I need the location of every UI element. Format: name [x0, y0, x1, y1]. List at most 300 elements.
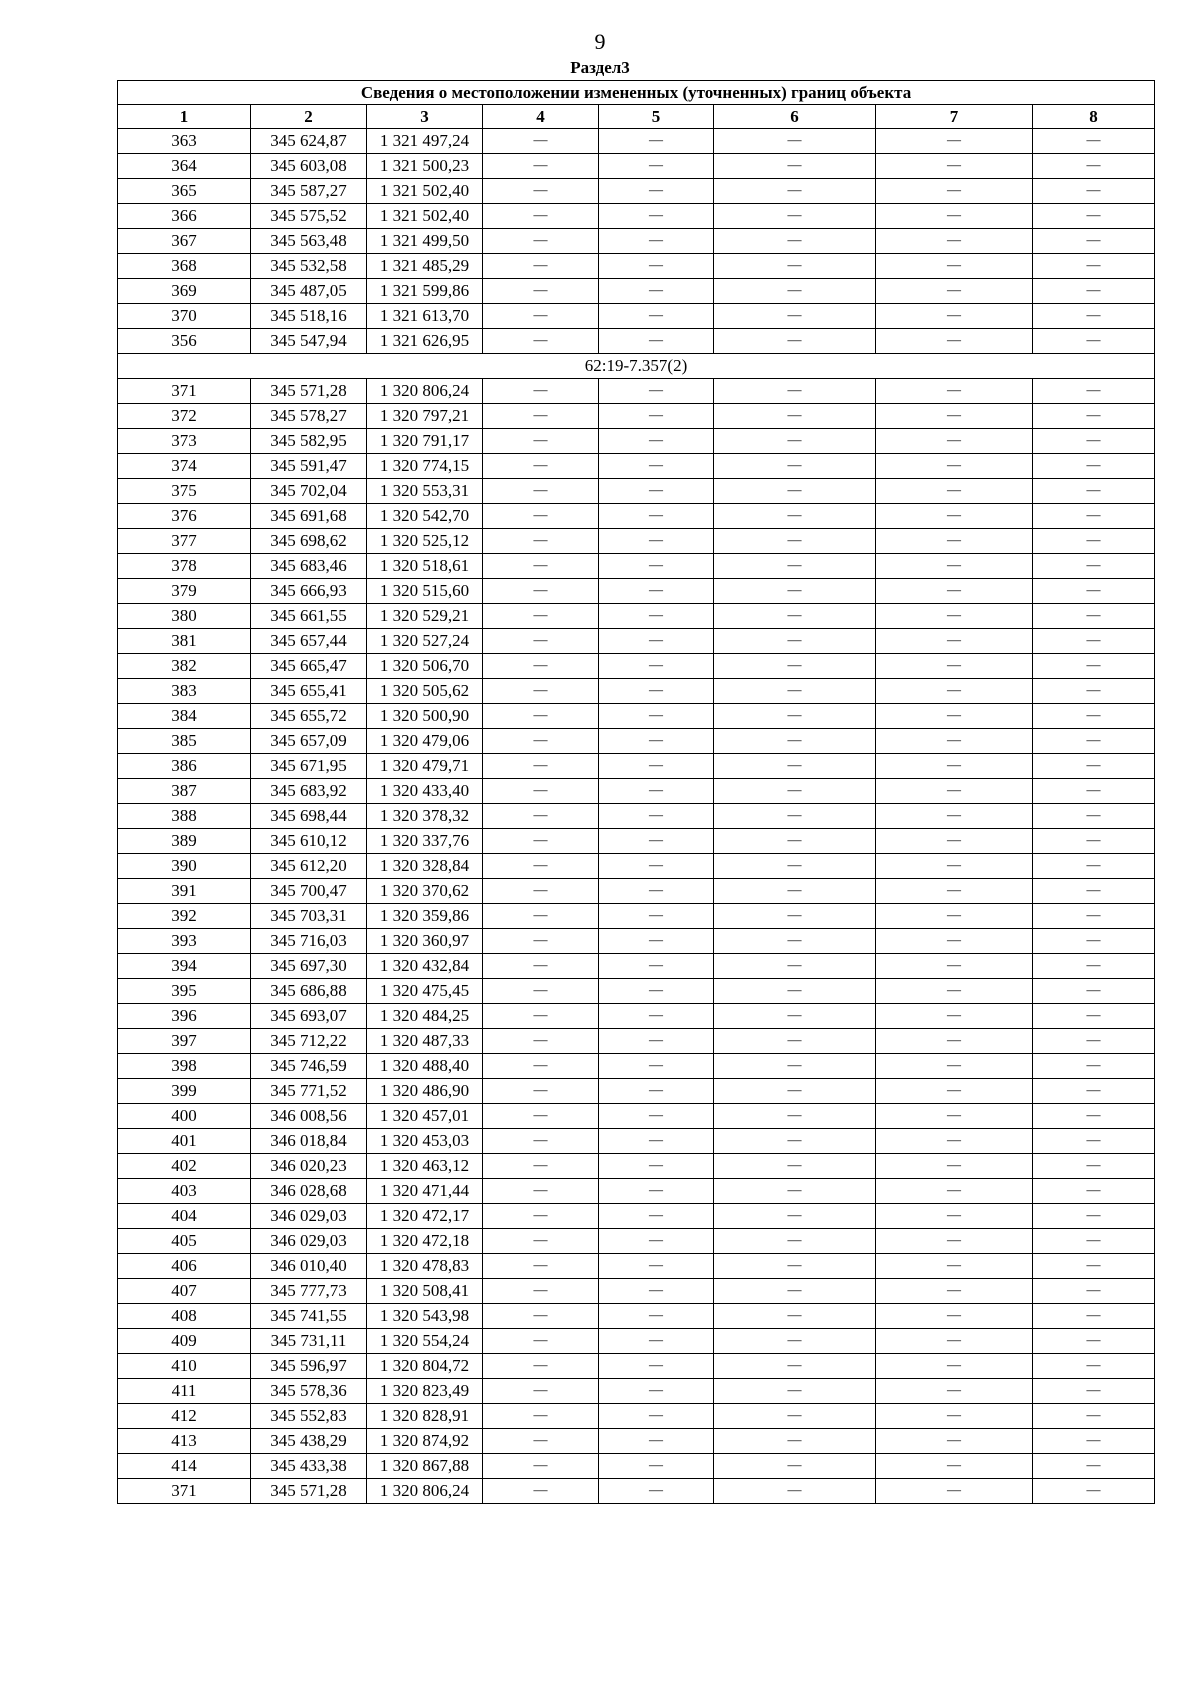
- x-coordinate-cell: 345 518,16: [251, 304, 367, 329]
- empty-cell-col-5: —: [599, 879, 714, 904]
- empty-cell-col-4: —: [483, 854, 599, 879]
- x-coordinate-cell: 345 578,36: [251, 1379, 367, 1404]
- empty-cell-col-8: —: [1033, 229, 1155, 254]
- empty-cell-col-5: —: [599, 779, 714, 804]
- empty-cell-col-4: —: [483, 1379, 599, 1404]
- x-coordinate-cell: 345 655,72: [251, 704, 367, 729]
- y-coordinate-cell: 1 320 828,91: [367, 1404, 483, 1429]
- empty-cell-col-8: —: [1033, 279, 1155, 304]
- table-row: [118, 1454, 1155, 1479]
- x-coordinate-cell: 345 683,92: [251, 779, 367, 804]
- x-coordinate-cell: 345 571,28: [251, 1479, 367, 1504]
- empty-cell-col-4: —: [483, 1054, 599, 1079]
- table-row: [118, 154, 1155, 179]
- empty-cell-col-5: —: [599, 1279, 714, 1304]
- point-number-cell: 376: [118, 504, 251, 529]
- point-number-cell: 407: [118, 1279, 251, 1304]
- y-coordinate-cell: 1 320 542,70: [367, 504, 483, 529]
- table-row: [118, 679, 1155, 704]
- empty-cell-col-4: —: [483, 1179, 599, 1204]
- empty-cell-col-6: —: [714, 1329, 876, 1354]
- table-row: [118, 729, 1155, 754]
- empty-cell-col-6: —: [714, 304, 876, 329]
- table-body: [118, 129, 1155, 1504]
- y-coordinate-cell: 1 320 527,24: [367, 629, 483, 654]
- table-row: [118, 1054, 1155, 1079]
- empty-cell-col-6: —: [714, 1404, 876, 1429]
- table-row: [118, 604, 1155, 629]
- empty-cell-col-7: —: [876, 1129, 1033, 1154]
- table-row: [118, 329, 1155, 354]
- point-number-cell: 396: [118, 1004, 251, 1029]
- table-row: [118, 254, 1155, 279]
- empty-cell-col-5: —: [599, 1104, 714, 1129]
- empty-cell-col-5: —: [599, 1329, 714, 1354]
- table-row: [118, 529, 1155, 554]
- empty-cell-col-4: —: [483, 554, 599, 579]
- table-row: [118, 1254, 1155, 1279]
- empty-cell-col-8: —: [1033, 204, 1155, 229]
- empty-cell-col-7: —: [876, 404, 1033, 429]
- table-row: [118, 504, 1155, 529]
- table-row: [118, 454, 1155, 479]
- point-number-cell: 381: [118, 629, 251, 654]
- empty-cell-col-8: —: [1033, 1454, 1155, 1479]
- empty-cell-col-8: —: [1033, 1379, 1155, 1404]
- empty-cell-col-8: —: [1033, 1404, 1155, 1429]
- table-row: [118, 1354, 1155, 1379]
- empty-cell-col-8: —: [1033, 1279, 1155, 1304]
- empty-cell-col-8: —: [1033, 629, 1155, 654]
- empty-cell-col-4: —: [483, 1479, 599, 1504]
- y-coordinate-cell: 1 320 337,76: [367, 829, 483, 854]
- table-row: [118, 1004, 1155, 1029]
- empty-cell-col-7: —: [876, 554, 1033, 579]
- empty-cell-col-7: —: [876, 254, 1033, 279]
- empty-cell-col-7: —: [876, 304, 1033, 329]
- empty-cell-col-6: —: [714, 904, 876, 929]
- empty-cell-col-4: —: [483, 1304, 599, 1329]
- empty-cell-col-5: —: [599, 404, 714, 429]
- table-row: [118, 179, 1155, 204]
- empty-cell-col-4: —: [483, 179, 599, 204]
- y-coordinate-cell: 1 321 485,29: [367, 254, 483, 279]
- empty-cell-col-8: —: [1033, 654, 1155, 679]
- y-coordinate-cell: 1 320 543,98: [367, 1304, 483, 1329]
- empty-cell-col-5: —: [599, 1404, 714, 1429]
- x-coordinate-cell: 345 603,08: [251, 154, 367, 179]
- empty-cell-col-6: —: [714, 454, 876, 479]
- point-number-cell: 378: [118, 554, 251, 579]
- point-number-cell: 391: [118, 879, 251, 904]
- empty-cell-col-7: —: [876, 129, 1033, 154]
- empty-cell-col-6: —: [714, 879, 876, 904]
- x-coordinate-cell: 345 698,62: [251, 529, 367, 554]
- empty-cell-col-5: —: [599, 254, 714, 279]
- y-coordinate-cell: 1 321 613,70: [367, 304, 483, 329]
- point-number-cell: 363: [118, 129, 251, 154]
- table-row: [118, 954, 1155, 979]
- x-coordinate-cell: 345 532,58: [251, 254, 367, 279]
- table-row: [118, 1029, 1155, 1054]
- empty-cell-col-8: —: [1033, 679, 1155, 704]
- empty-cell-col-4: —: [483, 254, 599, 279]
- empty-cell-col-7: —: [876, 1329, 1033, 1354]
- point-number-cell: 356: [118, 329, 251, 354]
- x-coordinate-cell: 345 661,55: [251, 604, 367, 629]
- point-number-cell: 371: [118, 1479, 251, 1504]
- empty-cell-col-5: —: [599, 1129, 714, 1154]
- parcel-label: 62:19-7.357(2): [118, 354, 1155, 379]
- empty-cell-col-7: —: [876, 1204, 1033, 1229]
- empty-cell-col-6: —: [714, 1304, 876, 1329]
- empty-cell-col-5: —: [599, 429, 714, 454]
- table-row: [118, 829, 1155, 854]
- y-coordinate-cell: 1 320 328,84: [367, 854, 483, 879]
- empty-cell-col-6: —: [714, 129, 876, 154]
- empty-cell-col-7: —: [876, 1479, 1033, 1504]
- empty-cell-col-6: —: [714, 1179, 876, 1204]
- empty-cell-col-5: —: [599, 679, 714, 704]
- empty-cell-col-8: —: [1033, 579, 1155, 604]
- point-number-cell: 387: [118, 779, 251, 804]
- empty-cell-col-8: —: [1033, 329, 1155, 354]
- empty-cell-col-6: —: [714, 1029, 876, 1054]
- point-number-cell: 371: [118, 379, 251, 404]
- empty-cell-col-5: —: [599, 629, 714, 654]
- empty-cell-col-6: —: [714, 1054, 876, 1079]
- y-coordinate-cell: 1 320 500,90: [367, 704, 483, 729]
- empty-cell-col-7: —: [876, 1179, 1033, 1204]
- boundary-coordinates-table: [117, 80, 1155, 1504]
- empty-cell-col-5: —: [599, 704, 714, 729]
- y-coordinate-cell: 1 320 505,62: [367, 679, 483, 704]
- y-coordinate-cell: 1 320 457,01: [367, 1104, 483, 1129]
- empty-cell-col-4: —: [483, 1354, 599, 1379]
- x-coordinate-cell: 345 746,59: [251, 1054, 367, 1079]
- point-number-cell: 370: [118, 304, 251, 329]
- point-number-cell: 405: [118, 1229, 251, 1254]
- table-row: [118, 804, 1155, 829]
- empty-cell-col-5: —: [599, 129, 714, 154]
- empty-cell-col-7: —: [876, 429, 1033, 454]
- empty-cell-col-7: —: [876, 904, 1033, 929]
- y-coordinate-cell: 1 320 806,24: [367, 379, 483, 404]
- y-coordinate-cell: 1 320 479,06: [367, 729, 483, 754]
- y-coordinate-cell: 1 320 806,24: [367, 1479, 483, 1504]
- empty-cell-col-6: —: [714, 704, 876, 729]
- empty-cell-col-7: —: [876, 204, 1033, 229]
- x-coordinate-cell: 345 624,87: [251, 129, 367, 154]
- table-row: [118, 1154, 1155, 1179]
- empty-cell-col-6: —: [714, 654, 876, 679]
- column-number-1: 1: [118, 105, 251, 129]
- x-coordinate-cell: 345 571,28: [251, 379, 367, 404]
- empty-cell-col-8: —: [1033, 454, 1155, 479]
- empty-cell-col-6: —: [714, 979, 876, 1004]
- empty-cell-col-5: —: [599, 479, 714, 504]
- table-row: [118, 1229, 1155, 1254]
- table-row: [118, 929, 1155, 954]
- y-coordinate-cell: 1 320 867,88: [367, 1454, 483, 1479]
- y-coordinate-cell: 1 320 484,25: [367, 1004, 483, 1029]
- y-coordinate-cell: 1 320 471,44: [367, 1179, 483, 1204]
- empty-cell-col-8: —: [1033, 1004, 1155, 1029]
- empty-cell-col-4: —: [483, 879, 599, 904]
- empty-cell-col-7: —: [876, 154, 1033, 179]
- empty-cell-col-5: —: [599, 529, 714, 554]
- empty-cell-col-5: —: [599, 1179, 714, 1204]
- empty-cell-col-6: —: [714, 154, 876, 179]
- table-caption: Сведения о местоположении измененных (уточненных) границ объекта: [118, 81, 1155, 105]
- empty-cell-col-6: —: [714, 679, 876, 704]
- point-number-cell: 410: [118, 1354, 251, 1379]
- y-coordinate-cell: 1 320 823,49: [367, 1379, 483, 1404]
- empty-cell-col-7: —: [876, 954, 1033, 979]
- x-coordinate-cell: 345 698,44: [251, 804, 367, 829]
- empty-cell-col-7: —: [876, 929, 1033, 954]
- y-coordinate-cell: 1 320 478,83: [367, 1254, 483, 1279]
- empty-cell-col-8: —: [1033, 754, 1155, 779]
- y-coordinate-cell: 1 320 525,12: [367, 529, 483, 554]
- table-row: [118, 1279, 1155, 1304]
- empty-cell-col-6: —: [714, 504, 876, 529]
- table-row: [118, 379, 1155, 404]
- x-coordinate-cell: 346 028,68: [251, 1179, 367, 1204]
- empty-cell-col-7: —: [876, 1304, 1033, 1329]
- empty-cell-col-7: —: [876, 1104, 1033, 1129]
- table-row: [118, 579, 1155, 604]
- empty-cell-col-6: —: [714, 779, 876, 804]
- empty-cell-col-5: —: [599, 979, 714, 1004]
- point-number-cell: 384: [118, 704, 251, 729]
- empty-cell-col-7: —: [876, 654, 1033, 679]
- empty-cell-col-8: —: [1033, 1179, 1155, 1204]
- empty-cell-col-6: —: [714, 279, 876, 304]
- x-coordinate-cell: 345 771,52: [251, 1079, 367, 1104]
- empty-cell-col-5: —: [599, 729, 714, 754]
- empty-cell-col-7: —: [876, 179, 1033, 204]
- x-coordinate-cell: 346 029,03: [251, 1229, 367, 1254]
- empty-cell-col-4: —: [483, 329, 599, 354]
- y-coordinate-cell: 1 320 804,72: [367, 1354, 483, 1379]
- empty-cell-col-8: —: [1033, 379, 1155, 404]
- point-number-cell: 392: [118, 904, 251, 929]
- empty-cell-col-5: —: [599, 1429, 714, 1454]
- table-row: [118, 279, 1155, 304]
- empty-cell-col-8: —: [1033, 479, 1155, 504]
- x-coordinate-cell: 345 731,11: [251, 1329, 367, 1354]
- point-number-cell: 398: [118, 1054, 251, 1079]
- table-row: [118, 204, 1155, 229]
- point-number-cell: 380: [118, 604, 251, 629]
- empty-cell-col-4: —: [483, 979, 599, 1004]
- empty-cell-col-6: —: [714, 479, 876, 504]
- page-number: 9: [594, 29, 606, 54]
- table-row: [118, 1404, 1155, 1429]
- empty-cell-col-4: —: [483, 229, 599, 254]
- empty-cell-col-7: —: [876, 679, 1033, 704]
- point-number-cell: 390: [118, 854, 251, 879]
- empty-cell-col-4: —: [483, 1229, 599, 1254]
- y-coordinate-cell: 1 321 626,95: [367, 329, 483, 354]
- empty-cell-col-7: —: [876, 854, 1033, 879]
- x-coordinate-cell: 345 552,83: [251, 1404, 367, 1429]
- empty-cell-col-7: —: [876, 1079, 1033, 1104]
- empty-cell-col-4: —: [483, 929, 599, 954]
- empty-cell-col-6: —: [714, 1004, 876, 1029]
- y-coordinate-cell: 1 320 370,62: [367, 879, 483, 904]
- point-number-cell: 393: [118, 929, 251, 954]
- empty-cell-col-7: —: [876, 1354, 1033, 1379]
- empty-cell-col-4: —: [483, 1404, 599, 1429]
- empty-cell-col-4: —: [483, 804, 599, 829]
- empty-cell-col-7: —: [876, 579, 1033, 604]
- point-number-cell: 379: [118, 579, 251, 604]
- empty-cell-col-7: —: [876, 979, 1033, 1004]
- y-coordinate-cell: 1 320 433,40: [367, 779, 483, 804]
- point-number-cell: 411: [118, 1379, 251, 1404]
- empty-cell-col-5: —: [599, 804, 714, 829]
- empty-cell-col-5: —: [599, 579, 714, 604]
- empty-cell-col-7: —: [876, 1029, 1033, 1054]
- empty-cell-col-8: —: [1033, 704, 1155, 729]
- empty-cell-col-5: —: [599, 1229, 714, 1254]
- empty-cell-col-4: —: [483, 504, 599, 529]
- empty-cell-col-6: —: [714, 204, 876, 229]
- empty-cell-col-8: —: [1033, 529, 1155, 554]
- empty-cell-col-5: —: [599, 829, 714, 854]
- y-coordinate-cell: 1 320 553,31: [367, 479, 483, 504]
- x-coordinate-cell: 345 666,93: [251, 579, 367, 604]
- y-coordinate-cell: 1 321 599,86: [367, 279, 483, 304]
- empty-cell-col-8: —: [1033, 604, 1155, 629]
- empty-cell-col-5: —: [599, 279, 714, 304]
- empty-cell-col-7: —: [876, 229, 1033, 254]
- empty-cell-col-8: —: [1033, 1429, 1155, 1454]
- empty-cell-col-6: —: [714, 229, 876, 254]
- empty-cell-col-7: —: [876, 1279, 1033, 1304]
- table-row: [118, 779, 1155, 804]
- table-row: [118, 1304, 1155, 1329]
- empty-cell-col-7: —: [876, 479, 1033, 504]
- empty-cell-col-4: —: [483, 1104, 599, 1129]
- y-coordinate-cell: 1 321 502,40: [367, 179, 483, 204]
- y-coordinate-cell: 1 320 791,17: [367, 429, 483, 454]
- y-coordinate-cell: 1 320 432,84: [367, 954, 483, 979]
- column-number-7: 7: [876, 105, 1033, 129]
- empty-cell-col-4: —: [483, 1279, 599, 1304]
- empty-cell-col-8: —: [1033, 1154, 1155, 1179]
- section-title: Раздел3: [570, 58, 630, 77]
- empty-cell-col-8: —: [1033, 954, 1155, 979]
- empty-cell-col-5: —: [599, 1029, 714, 1054]
- empty-cell-col-5: —: [599, 1054, 714, 1079]
- x-coordinate-cell: 345 657,09: [251, 729, 367, 754]
- x-coordinate-cell: 345 575,52: [251, 204, 367, 229]
- x-coordinate-cell: 345 438,29: [251, 1429, 367, 1454]
- empty-cell-col-8: —: [1033, 1129, 1155, 1154]
- table-row: [118, 1479, 1155, 1504]
- x-coordinate-cell: 345 655,41: [251, 679, 367, 704]
- empty-cell-col-5: —: [599, 1154, 714, 1179]
- y-coordinate-cell: 1 320 774,15: [367, 454, 483, 479]
- table-row: [118, 879, 1155, 904]
- table-row: [118, 1079, 1155, 1104]
- point-number-cell: 406: [118, 1254, 251, 1279]
- point-number-cell: 386: [118, 754, 251, 779]
- empty-cell-col-7: —: [876, 504, 1033, 529]
- empty-cell-col-8: —: [1033, 1479, 1155, 1504]
- empty-cell-col-7: —: [876, 379, 1033, 404]
- table-row: [118, 654, 1155, 679]
- empty-cell-col-8: —: [1033, 129, 1155, 154]
- point-number-cell: 400: [118, 1104, 251, 1129]
- x-coordinate-cell: 345 712,22: [251, 1029, 367, 1054]
- empty-cell-col-8: —: [1033, 804, 1155, 829]
- y-coordinate-cell: 1 320 487,33: [367, 1029, 483, 1054]
- empty-cell-col-8: —: [1033, 429, 1155, 454]
- empty-cell-col-4: —: [483, 529, 599, 554]
- empty-cell-col-6: —: [714, 1129, 876, 1154]
- empty-cell-col-8: —: [1033, 1354, 1155, 1379]
- table-row: [118, 1379, 1155, 1404]
- empty-cell-col-5: —: [599, 1304, 714, 1329]
- empty-cell-col-4: —: [483, 1029, 599, 1054]
- empty-cell-col-6: —: [714, 1279, 876, 1304]
- y-coordinate-cell: 1 321 500,23: [367, 154, 483, 179]
- empty-cell-col-4: —: [483, 454, 599, 479]
- empty-cell-col-6: —: [714, 754, 876, 779]
- empty-cell-col-4: —: [483, 1329, 599, 1354]
- empty-cell-col-8: —: [1033, 504, 1155, 529]
- empty-cell-col-7: —: [876, 829, 1033, 854]
- point-number-cell: 389: [118, 829, 251, 854]
- empty-cell-col-8: —: [1033, 304, 1155, 329]
- column-number-5: 5: [599, 105, 714, 129]
- table-row: [118, 704, 1155, 729]
- empty-cell-col-8: —: [1033, 1104, 1155, 1129]
- point-number-cell: 382: [118, 654, 251, 679]
- parcel-label-row: [118, 354, 1155, 379]
- point-number-cell: 388: [118, 804, 251, 829]
- x-coordinate-cell: 345 596,97: [251, 1354, 367, 1379]
- empty-cell-col-4: —: [483, 379, 599, 404]
- empty-cell-col-5: —: [599, 854, 714, 879]
- empty-cell-col-4: —: [483, 129, 599, 154]
- empty-cell-col-4: —: [483, 829, 599, 854]
- point-number-cell: 397: [118, 1029, 251, 1054]
- empty-cell-col-8: —: [1033, 729, 1155, 754]
- empty-cell-col-5: —: [599, 1079, 714, 1104]
- empty-cell-col-5: —: [599, 154, 714, 179]
- empty-cell-col-7: —: [876, 454, 1033, 479]
- x-coordinate-cell: 345 578,27: [251, 404, 367, 429]
- empty-cell-col-6: —: [714, 1154, 876, 1179]
- empty-cell-col-8: —: [1033, 829, 1155, 854]
- x-coordinate-cell: 345 563,48: [251, 229, 367, 254]
- y-coordinate-cell: 1 320 472,18: [367, 1229, 483, 1254]
- x-coordinate-cell: 345 777,73: [251, 1279, 367, 1304]
- empty-cell-col-6: —: [714, 329, 876, 354]
- point-number-cell: 373: [118, 429, 251, 454]
- empty-cell-col-7: —: [876, 1154, 1033, 1179]
- x-coordinate-cell: 346 010,40: [251, 1254, 367, 1279]
- x-coordinate-cell: 345 547,94: [251, 329, 367, 354]
- empty-cell-col-5: —: [599, 654, 714, 679]
- y-coordinate-cell: 1 320 475,45: [367, 979, 483, 1004]
- empty-cell-col-5: —: [599, 929, 714, 954]
